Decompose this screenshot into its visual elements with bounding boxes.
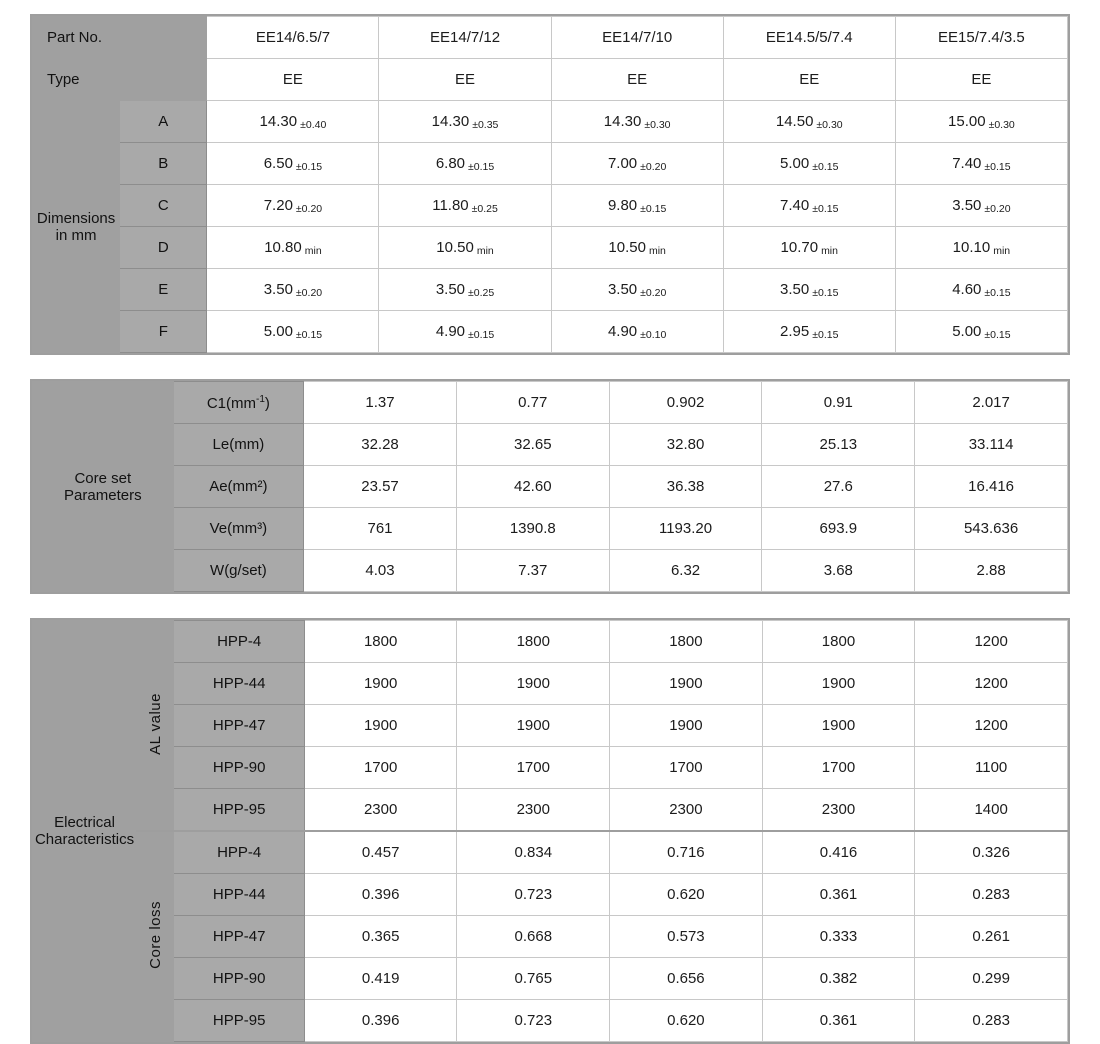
param-c1-value-2: 0.902 bbox=[609, 382, 762, 424]
table-row-dim-E bbox=[33, 269, 1068, 311]
al-hpp-90-value-3: 1700 bbox=[762, 747, 915, 789]
al-hpp-44-value-2: 1900 bbox=[610, 663, 763, 705]
al-row-label-hpp-90: HPP-90 bbox=[174, 747, 304, 789]
cl-hpp-90-value-2: 0.656 bbox=[610, 958, 763, 1000]
cl-hpp-44-value-0: 0.396 bbox=[304, 874, 457, 916]
dim-A-value-3: 14.50 ±0.30 bbox=[723, 101, 895, 143]
al-row-label-hpp-47: HPP-47 bbox=[174, 705, 304, 747]
param-c1-value-0: 1.37 bbox=[304, 382, 457, 424]
param-ae-value-1: 42.60 bbox=[456, 466, 609, 508]
cl-hpp-4-value-1: 0.834 bbox=[457, 831, 610, 874]
electrical-characteristics-table bbox=[32, 620, 1068, 1042]
cl-hpp-44-value-3: 0.361 bbox=[762, 874, 915, 916]
al-hpp-95-value-3: 2300 bbox=[762, 789, 915, 832]
dim-E-value-0: 3.50 ±0.20 bbox=[207, 269, 379, 311]
cl-row-label-hpp-4: HPP-4 bbox=[174, 831, 304, 874]
dim-F-value-0: 5.00 ±0.15 bbox=[207, 311, 379, 353]
part-no-label: Part No. bbox=[33, 17, 207, 59]
table-row-ve bbox=[33, 508, 1068, 550]
cl-hpp-95-value-4: 0.283 bbox=[915, 1000, 1068, 1042]
cl-hpp-47-value-2: 0.573 bbox=[610, 916, 763, 958]
table-row-al-hpp44 bbox=[33, 663, 1068, 705]
dim-B-value-2: 7.00 ±0.20 bbox=[551, 143, 723, 185]
param-ve-value-0: 761 bbox=[304, 508, 457, 550]
al-hpp-4-value-1: 1800 bbox=[457, 621, 610, 663]
table-row-dim-A bbox=[33, 101, 1068, 143]
param-w-value-4: 2.88 bbox=[915, 550, 1068, 592]
param-w-value-3: 3.68 bbox=[762, 550, 915, 592]
column-header-0: EE14/6.5/7 bbox=[207, 17, 379, 59]
al-hpp-4-value-2: 1800 bbox=[610, 621, 763, 663]
al-hpp-47-value-3: 1900 bbox=[762, 705, 915, 747]
electrical-label-line1: Electrical bbox=[54, 814, 115, 831]
al-hpp-44-value-1: 1900 bbox=[457, 663, 610, 705]
column-header-4: EE15/7.4/3.5 bbox=[895, 17, 1067, 59]
dimensions-label-line2: in mm bbox=[55, 226, 97, 244]
param-label-ae: Ae(mm²) bbox=[173, 466, 304, 508]
cl-hpp-47-value-0: 0.365 bbox=[304, 916, 457, 958]
al-row-label-hpp-44: HPP-44 bbox=[174, 663, 304, 705]
al-hpp-4-value-4: 1200 bbox=[915, 621, 1068, 663]
cl-hpp-4-value-3: 0.416 bbox=[762, 831, 915, 874]
al-hpp-95-value-0: 2300 bbox=[304, 789, 457, 832]
table-row-dim-C bbox=[33, 185, 1068, 227]
param-w-value-1: 7.37 bbox=[456, 550, 609, 592]
cl-hpp-47-value-3: 0.333 bbox=[762, 916, 915, 958]
al-hpp-95-value-4: 1400 bbox=[915, 789, 1068, 832]
table-row-dim-D bbox=[33, 227, 1068, 269]
cl-hpp-90-value-4: 0.299 bbox=[915, 958, 1068, 1000]
param-w-value-2: 6.32 bbox=[609, 550, 762, 592]
table-row-type bbox=[33, 59, 1068, 101]
dim-D-value-0: 10.80 min bbox=[207, 227, 379, 269]
table-row-c1 bbox=[33, 382, 1068, 424]
dim-A-value-4: 15.00 ±0.30 bbox=[895, 101, 1067, 143]
dim-B-value-3: 5.00 ±0.15 bbox=[723, 143, 895, 185]
al-hpp-4-value-0: 1800 bbox=[304, 621, 457, 663]
al-hpp-90-value-1: 1700 bbox=[457, 747, 610, 789]
table-row-cl-hpp44 bbox=[33, 874, 1068, 916]
param-label-ve: Ve(mm³) bbox=[173, 508, 304, 550]
dimensions-table bbox=[32, 16, 1068, 353]
dim-C-value-4: 3.50 ±0.20 bbox=[895, 185, 1067, 227]
table-row-cl-hpp4 bbox=[33, 831, 1068, 874]
table-row-dim-B bbox=[33, 143, 1068, 185]
cl-hpp-90-value-3: 0.382 bbox=[762, 958, 915, 1000]
param-c1-value-4: 2.017 bbox=[915, 382, 1068, 424]
cl-hpp-47-value-1: 0.668 bbox=[457, 916, 610, 958]
cl-hpp-44-value-2: 0.620 bbox=[610, 874, 763, 916]
table-row-cl-hpp47 bbox=[33, 916, 1068, 958]
core-set-parameters-block bbox=[30, 379, 1070, 594]
al-hpp-4-value-3: 1800 bbox=[762, 621, 915, 663]
dim-D-value-2: 10.50 min bbox=[551, 227, 723, 269]
param-c1-value-1: 0.77 bbox=[456, 382, 609, 424]
core-set-label-line1: Core set bbox=[74, 469, 132, 487]
dim-E-value-1: 3.50 ±0.25 bbox=[379, 269, 551, 311]
table-row-partno bbox=[33, 17, 1068, 59]
param-ae-value-0: 23.57 bbox=[304, 466, 457, 508]
dim-F-value-4: 5.00 ±0.15 bbox=[895, 311, 1067, 353]
cl-hpp-90-value-0: 0.419 bbox=[304, 958, 457, 1000]
table-row-le bbox=[33, 424, 1068, 466]
cl-hpp-44-value-1: 0.723 bbox=[457, 874, 610, 916]
cl-row-label-hpp-90: HPP-90 bbox=[174, 958, 304, 1000]
dim-A-value-0: 14.30 ±0.40 bbox=[207, 101, 379, 143]
dimensions-table-block bbox=[30, 14, 1070, 355]
type-value-1: EE bbox=[379, 59, 551, 101]
al-hpp-47-value-0: 1900 bbox=[304, 705, 457, 747]
al-hpp-90-value-0: 1700 bbox=[304, 747, 457, 789]
type-label: Type bbox=[33, 59, 207, 101]
dim-B-value-4: 7.40 ±0.15 bbox=[895, 143, 1067, 185]
param-le-value-2: 32.80 bbox=[609, 424, 762, 466]
dim-D-value-1: 10.50 min bbox=[379, 227, 551, 269]
al-hpp-95-value-2: 2300 bbox=[610, 789, 763, 832]
dim-F-value-1: 4.90 ±0.15 bbox=[379, 311, 551, 353]
core-loss-group-label: Core loss bbox=[137, 831, 174, 1042]
dim-C-value-3: 7.40 ±0.15 bbox=[723, 185, 895, 227]
type-value-3: EE bbox=[723, 59, 895, 101]
table-row-cl-hpp95 bbox=[33, 1000, 1068, 1042]
core-set-parameters-label bbox=[33, 382, 174, 592]
al-hpp-90-value-2: 1700 bbox=[610, 747, 763, 789]
al-row-label-hpp-95: HPP-95 bbox=[174, 789, 304, 832]
al-hpp-47-value-2: 1900 bbox=[610, 705, 763, 747]
electrical-characteristics-block bbox=[30, 618, 1070, 1044]
column-header-3: EE14.5/5/7.4 bbox=[723, 17, 895, 59]
param-ve-value-1: 1390.8 bbox=[456, 508, 609, 550]
al-hpp-44-value-3: 1900 bbox=[762, 663, 915, 705]
cl-hpp-44-value-4: 0.283 bbox=[915, 874, 1068, 916]
param-label-le: Le(mm) bbox=[173, 424, 304, 466]
dim-A-value-1: 14.30 ±0.35 bbox=[379, 101, 551, 143]
param-ve-value-3: 693.9 bbox=[762, 508, 915, 550]
dim-F-value-3: 2.95 ±0.15 bbox=[723, 311, 895, 353]
al-value-group-label: AL value bbox=[137, 621, 174, 832]
dim-C-value-0: 7.20 ±0.20 bbox=[207, 185, 379, 227]
electrical-characteristics-label bbox=[33, 621, 137, 1042]
dim-row-label-C: C bbox=[120, 185, 207, 227]
dim-row-label-A: A bbox=[120, 101, 207, 143]
dim-E-value-2: 3.50 ±0.20 bbox=[551, 269, 723, 311]
param-le-value-3: 25.13 bbox=[762, 424, 915, 466]
cl-hpp-95-value-3: 0.361 bbox=[762, 1000, 915, 1042]
cl-hpp-4-value-4: 0.326 bbox=[915, 831, 1068, 874]
param-le-value-1: 32.65 bbox=[456, 424, 609, 466]
table-row-al-hpp47 bbox=[33, 705, 1068, 747]
cl-hpp-90-value-1: 0.765 bbox=[457, 958, 610, 1000]
param-ve-value-2: 1193.20 bbox=[609, 508, 762, 550]
param-ae-value-3: 27.6 bbox=[762, 466, 915, 508]
param-w-value-0: 4.03 bbox=[304, 550, 457, 592]
dim-D-value-3: 10.70 min bbox=[723, 227, 895, 269]
param-le-value-0: 32.28 bbox=[304, 424, 457, 466]
al-hpp-44-value-4: 1200 bbox=[915, 663, 1068, 705]
cl-hpp-4-value-0: 0.457 bbox=[304, 831, 457, 874]
dim-E-value-4: 4.60 ±0.15 bbox=[895, 269, 1067, 311]
dim-B-value-1: 6.80 ±0.15 bbox=[379, 143, 551, 185]
dim-A-value-2: 14.30 ±0.30 bbox=[551, 101, 723, 143]
param-label-w: W(g/set) bbox=[173, 550, 304, 592]
al-hpp-47-value-4: 1200 bbox=[915, 705, 1068, 747]
cl-hpp-4-value-2: 0.716 bbox=[610, 831, 763, 874]
dim-row-label-B: B bbox=[120, 143, 207, 185]
table-row-cl-hpp90 bbox=[33, 958, 1068, 1000]
dim-F-value-2: 4.90 ±0.10 bbox=[551, 311, 723, 353]
table-row-ae bbox=[33, 466, 1068, 508]
dimensions-label bbox=[33, 101, 120, 353]
al-hpp-47-value-1: 1900 bbox=[457, 705, 610, 747]
cl-hpp-47-value-4: 0.261 bbox=[915, 916, 1068, 958]
dim-D-value-4: 10.10 min bbox=[895, 227, 1067, 269]
al-hpp-44-value-0: 1900 bbox=[304, 663, 457, 705]
dim-row-label-F: F bbox=[120, 311, 207, 353]
type-value-0: EE bbox=[207, 59, 379, 101]
table-row-w bbox=[33, 550, 1068, 592]
dimensions-label-line1: Dimensions bbox=[36, 209, 116, 227]
dim-row-label-E: E bbox=[120, 269, 207, 311]
core-set-parameters-table bbox=[32, 381, 1068, 592]
table-row-al-hpp95 bbox=[33, 789, 1068, 832]
param-label-c1: $C1(mm^{-1})$ bbox=[173, 382, 304, 424]
cl-hpp-95-value-1: 0.723 bbox=[457, 1000, 610, 1042]
cl-hpp-95-value-2: 0.620 bbox=[610, 1000, 763, 1042]
dim-C-value-2: 9.80 ±0.15 bbox=[551, 185, 723, 227]
cl-hpp-95-value-0: 0.396 bbox=[304, 1000, 457, 1042]
core-set-label-line2: Parameters bbox=[64, 486, 142, 504]
param-ae-value-4: 16.416 bbox=[915, 466, 1068, 508]
electrical-label-line2: Characteristics bbox=[34, 831, 135, 848]
al-hpp-90-value-4: 1100 bbox=[915, 747, 1068, 789]
al-hpp-95-value-1: 2300 bbox=[457, 789, 610, 832]
dim-row-label-D: D bbox=[120, 227, 207, 269]
dim-C-value-1: 11.80 ±0.25 bbox=[379, 185, 551, 227]
param-c1-value-3: 0.91 bbox=[762, 382, 915, 424]
cl-row-label-hpp-95: HPP-95 bbox=[174, 1000, 304, 1042]
type-value-2: EE bbox=[551, 59, 723, 101]
dim-E-value-3: 3.50 ±0.15 bbox=[723, 269, 895, 311]
param-ve-value-4: 543.636 bbox=[915, 508, 1068, 550]
table-row-al-hpp90 bbox=[33, 747, 1068, 789]
column-header-2: EE14/7/10 bbox=[551, 17, 723, 59]
al-row-label-hpp-4: HPP-4 bbox=[174, 621, 304, 663]
param-ae-value-2: 36.38 bbox=[609, 466, 762, 508]
dim-B-value-0: 6.50 ±0.15 bbox=[207, 143, 379, 185]
cl-row-label-hpp-44: HPP-44 bbox=[174, 874, 304, 916]
cl-row-label-hpp-47: HPP-47 bbox=[174, 916, 304, 958]
table-row-al-hpp4 bbox=[33, 621, 1068, 663]
param-le-value-4: 33.114 bbox=[915, 424, 1068, 466]
type-value-4: EE bbox=[895, 59, 1067, 101]
table-row-dim-F bbox=[33, 311, 1068, 353]
column-header-1: EE14/7/12 bbox=[379, 17, 551, 59]
